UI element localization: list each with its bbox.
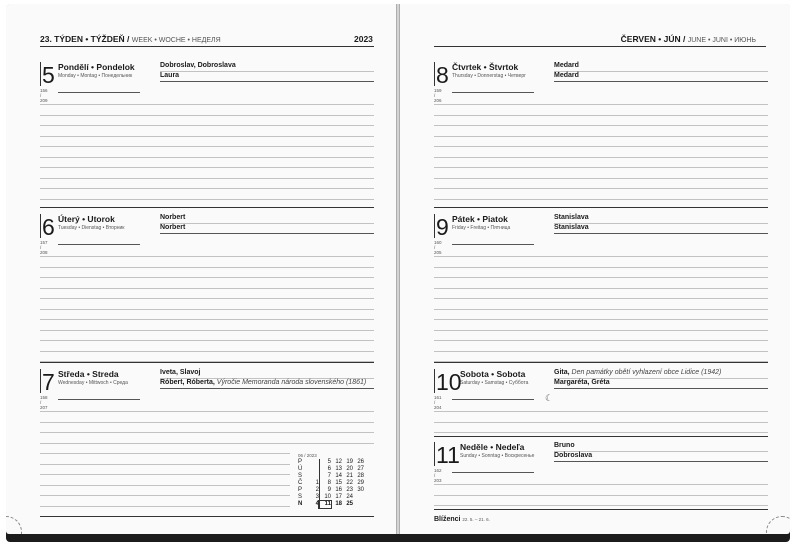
writing-line [40, 464, 290, 465]
day-translations: Sunday • Sonntag • Воскресенье [460, 453, 535, 459]
writing-line [434, 505, 768, 506]
mini-calendar-row [298, 459, 364, 466]
writing-line [40, 340, 374, 341]
writing-line [40, 411, 374, 412]
date-cell: 4 [315, 501, 319, 507]
nameday-sk [160, 224, 185, 231]
page-curl [766, 516, 790, 534]
week-header [40, 34, 221, 44]
count-rule [58, 92, 140, 93]
writing-line [40, 267, 374, 268]
day-count: 159 / 206 [434, 88, 442, 103]
day-count: 158 / 207 [40, 395, 48, 410]
day-separator [40, 362, 374, 363]
writing-line [434, 104, 768, 105]
writing-line [40, 309, 374, 310]
writing-line [40, 188, 374, 189]
nameday-cz-text: Medard [554, 62, 579, 69]
writing-line [434, 136, 768, 137]
day-separator [434, 207, 768, 208]
mini-calendar-header: 06 / 2023 [298, 453, 317, 458]
day-number: 10 [436, 369, 462, 395]
nameday-cz-text: Norbert [160, 214, 186, 221]
date-cell: 27 [357, 466, 364, 472]
mini-calendar-row [298, 494, 364, 501]
count-rule [452, 92, 534, 93]
day-marker [40, 214, 41, 238]
writing-line [40, 167, 374, 168]
day-number: 6 [42, 214, 55, 240]
writing-line [40, 485, 290, 486]
date-cell: 28 [357, 473, 364, 479]
day-marker [434, 442, 435, 466]
mini-calendar-row [298, 487, 364, 494]
header-rule [40, 46, 374, 47]
day-name: Neděle • Nedeľa [460, 442, 525, 452]
weekday-letter: P [298, 459, 303, 465]
nameday-sk-text: Margaréta, Gréta [554, 379, 610, 386]
writing-line [40, 443, 374, 444]
date-cell: 19 [346, 459, 353, 465]
writing-line [434, 309, 768, 310]
weekday-letter: S [298, 494, 303, 500]
writing-line [434, 146, 768, 147]
nameday-note: Den památky obětí vyhlazení obce Lidice (1942) [571, 369, 722, 376]
nameday-rule [160, 223, 374, 224]
nameday-cz [554, 62, 579, 69]
date-cell: 2 [315, 487, 319, 493]
day-name: Pondělí • Pondelok [58, 62, 135, 72]
week-translations: WEEK • WOCHE • НЕДЕЛЯ [131, 37, 221, 44]
nameday-rule [160, 81, 374, 82]
year-label: 2023 [354, 34, 373, 44]
planner-book [6, 4, 790, 542]
mini-calendar [298, 452, 364, 508]
writing-line [434, 125, 768, 126]
day-marker [40, 62, 41, 86]
nameday-sk-text: Medard [554, 72, 579, 79]
nameday-rule [554, 233, 768, 234]
day-count: 161 / 204 [434, 395, 442, 410]
nameday-rule [554, 461, 768, 462]
date-cell: 20 [346, 466, 353, 472]
writing-line [434, 422, 768, 423]
writing-line [434, 178, 768, 179]
day-count: 157 / 208 [40, 240, 48, 255]
day-name: Úterý • Utorok [58, 214, 115, 224]
day-name: Čtvrtek • Štvrtok [452, 62, 519, 72]
date-cell: 8 [319, 480, 331, 487]
day-separator [434, 509, 768, 510]
writing-line [434, 351, 768, 352]
month-header [621, 34, 756, 44]
writing-line [434, 330, 768, 331]
nameday-rule [554, 81, 768, 82]
date-cell: 9 [319, 487, 331, 494]
nameday-cz [160, 369, 200, 376]
date-cell: 14 [335, 473, 342, 479]
nameday-cz [554, 442, 575, 449]
day-count: 160 / 205 [434, 240, 442, 255]
nameday-sk [554, 379, 610, 386]
mini-calendar-row [298, 480, 364, 487]
count-rule [452, 472, 534, 473]
date-cell: 15 [335, 480, 342, 486]
day-marker [434, 369, 435, 393]
date-cell: 25 [346, 501, 353, 507]
date-cell: 26 [357, 459, 364, 465]
date-cell: 5 [319, 459, 331, 466]
day-marker [434, 62, 435, 86]
writing-line [434, 256, 768, 257]
mini-calendar-row [298, 501, 364, 508]
nameday-cz [554, 214, 589, 221]
writing-line [40, 125, 374, 126]
count-rule [452, 244, 534, 245]
writing-line [40, 319, 374, 320]
nameday-cz-text: Iveta, Slavoj [160, 369, 201, 376]
date-cell: 30 [357, 487, 364, 493]
writing-line [40, 256, 374, 257]
nameday-sk-text: Norbert [160, 224, 186, 231]
writing-line [434, 484, 768, 485]
writing-line [434, 115, 768, 116]
nameday-sk [554, 452, 592, 459]
day-number: 8 [436, 62, 449, 88]
writing-line [40, 157, 374, 158]
writing-line [40, 146, 374, 147]
date-cell: 7 [319, 473, 331, 480]
nameday-sk [554, 72, 579, 79]
date-cell: 22 [346, 480, 353, 486]
day-translations: Thursday • Donnerstag • Четверг [452, 73, 526, 79]
day-separator [434, 436, 768, 437]
nameday-cz [160, 214, 185, 221]
day-name: Středa • Streda [58, 369, 119, 379]
writing-line [40, 506, 290, 507]
day-translations: Friday • Freitag • Пятница [452, 225, 511, 231]
weekday-letter: Č [298, 480, 303, 486]
writing-line [434, 340, 768, 341]
writing-line [40, 288, 374, 289]
date-cell: 11 [319, 501, 331, 508]
weekday-letter: N [298, 501, 303, 507]
day-separator [40, 207, 374, 208]
nameday-sk [160, 72, 179, 79]
day-number: 9 [436, 214, 449, 240]
day-translations: Saturday • Samstag • Суббота [460, 380, 529, 386]
date-cell: 17 [335, 494, 342, 500]
day-number: 5 [42, 62, 55, 88]
day-count: 162 / 203 [434, 468, 442, 483]
day-translations: Monday • Montag • Понедельник [58, 73, 133, 79]
count-rule [58, 399, 140, 400]
nameday-cz-text: Bruno [554, 442, 575, 449]
month-label: ČERVEN • JÚN / [620, 34, 686, 44]
day-separator [434, 362, 768, 363]
day-count: 156 / 209 [40, 88, 48, 103]
nameday-rule [160, 233, 374, 234]
nameday-cz [554, 369, 721, 376]
left-page [6, 4, 396, 534]
writing-line [40, 422, 374, 423]
writing-line [434, 188, 768, 189]
month-translations: JUNE • JUNI • ИЮНЬ [687, 37, 756, 44]
date-cell: 21 [346, 473, 353, 479]
writing-line [40, 453, 290, 454]
writing-line [434, 277, 768, 278]
week-label: 23. TÝDEN • TÝŽDEŇ / [40, 34, 130, 44]
mini-calendar-row [298, 466, 364, 473]
zodiac-footer [434, 516, 490, 523]
writing-line [40, 104, 374, 105]
header-rule [434, 46, 766, 47]
date-cell: 29 [357, 480, 364, 486]
day-marker [40, 369, 41, 393]
date-cell: 18 [335, 501, 342, 507]
writing-line [40, 432, 374, 433]
nameday-rule [554, 388, 768, 389]
nameday-sk-text: Stanislava [554, 224, 589, 231]
nameday-sk-text: Laura [160, 72, 180, 79]
weekday-letter: Ú [298, 466, 303, 472]
writing-line [434, 267, 768, 268]
writing-line [434, 298, 768, 299]
mini-calendar-row [298, 473, 364, 480]
date-cell: 24 [346, 494, 353, 500]
date-cell: 13 [335, 466, 342, 472]
writing-line [434, 319, 768, 320]
writing-line [40, 330, 374, 331]
nameday-sk [160, 379, 366, 386]
day-name: Sobota • Sobota [460, 369, 526, 379]
nameday-cz-text: Stanislava [554, 214, 589, 221]
weekday-letter: P [298, 487, 303, 493]
page-curl [6, 516, 22, 534]
nameday-cz-text: Dobroslav, Dobroslava [160, 62, 236, 69]
writing-line [40, 298, 374, 299]
writing-line [40, 178, 374, 179]
day-separator [40, 516, 374, 517]
nameday-sk [554, 224, 589, 231]
nameday-sk-text: Róbert, Róberta, [160, 379, 215, 386]
day-name: Pátek • Piatok [452, 214, 508, 224]
writing-line [40, 495, 290, 496]
nameday-sk-text: Dobroslava [554, 452, 593, 459]
last-quarter-moon-icon: ☾ [545, 393, 554, 403]
day-translations: Wednesday • Mittwoch • Среда [58, 380, 128, 386]
weekday-letter: S [298, 473, 303, 479]
writing-line [40, 277, 374, 278]
day-number: 7 [42, 369, 55, 395]
right-page [400, 4, 790, 534]
count-rule [452, 399, 534, 400]
writing-line [40, 474, 290, 475]
writing-line [40, 199, 374, 200]
day-marker [434, 214, 435, 238]
writing-line [40, 351, 374, 352]
writing-line [434, 199, 768, 200]
date-cell: 1 [315, 480, 319, 486]
nameday-cz [160, 62, 236, 69]
count-rule [58, 244, 140, 245]
date-cell: 3 [315, 494, 319, 500]
writing-line [434, 411, 768, 412]
writing-line [434, 288, 768, 289]
date-cell: 16 [335, 487, 342, 493]
day-number: 11 [436, 442, 460, 468]
nameday-rule [160, 71, 374, 72]
nameday-cz-text: Gita, [554, 369, 570, 376]
date-cell: 23 [346, 487, 353, 493]
writing-line [434, 495, 768, 496]
writing-line [434, 157, 768, 158]
nameday-rule [554, 71, 768, 72]
day-translations: Tuesday • Dienstag • Вторник [58, 225, 125, 231]
date-cell: 6 [319, 466, 331, 473]
writing-line [40, 136, 374, 137]
zodiac-range: 22. 5. – 21. 6. [462, 517, 490, 522]
date-cell: 10 [319, 494, 331, 501]
nameday-rule [160, 388, 374, 389]
writing-line [40, 115, 374, 116]
zodiac-sign: Blíženci [434, 516, 461, 523]
writing-line [434, 432, 768, 433]
date-cell: 12 [335, 459, 342, 465]
writing-line [434, 167, 768, 168]
nameday-note: Výročie Memoranda národa slovenského (1861) [216, 379, 367, 386]
